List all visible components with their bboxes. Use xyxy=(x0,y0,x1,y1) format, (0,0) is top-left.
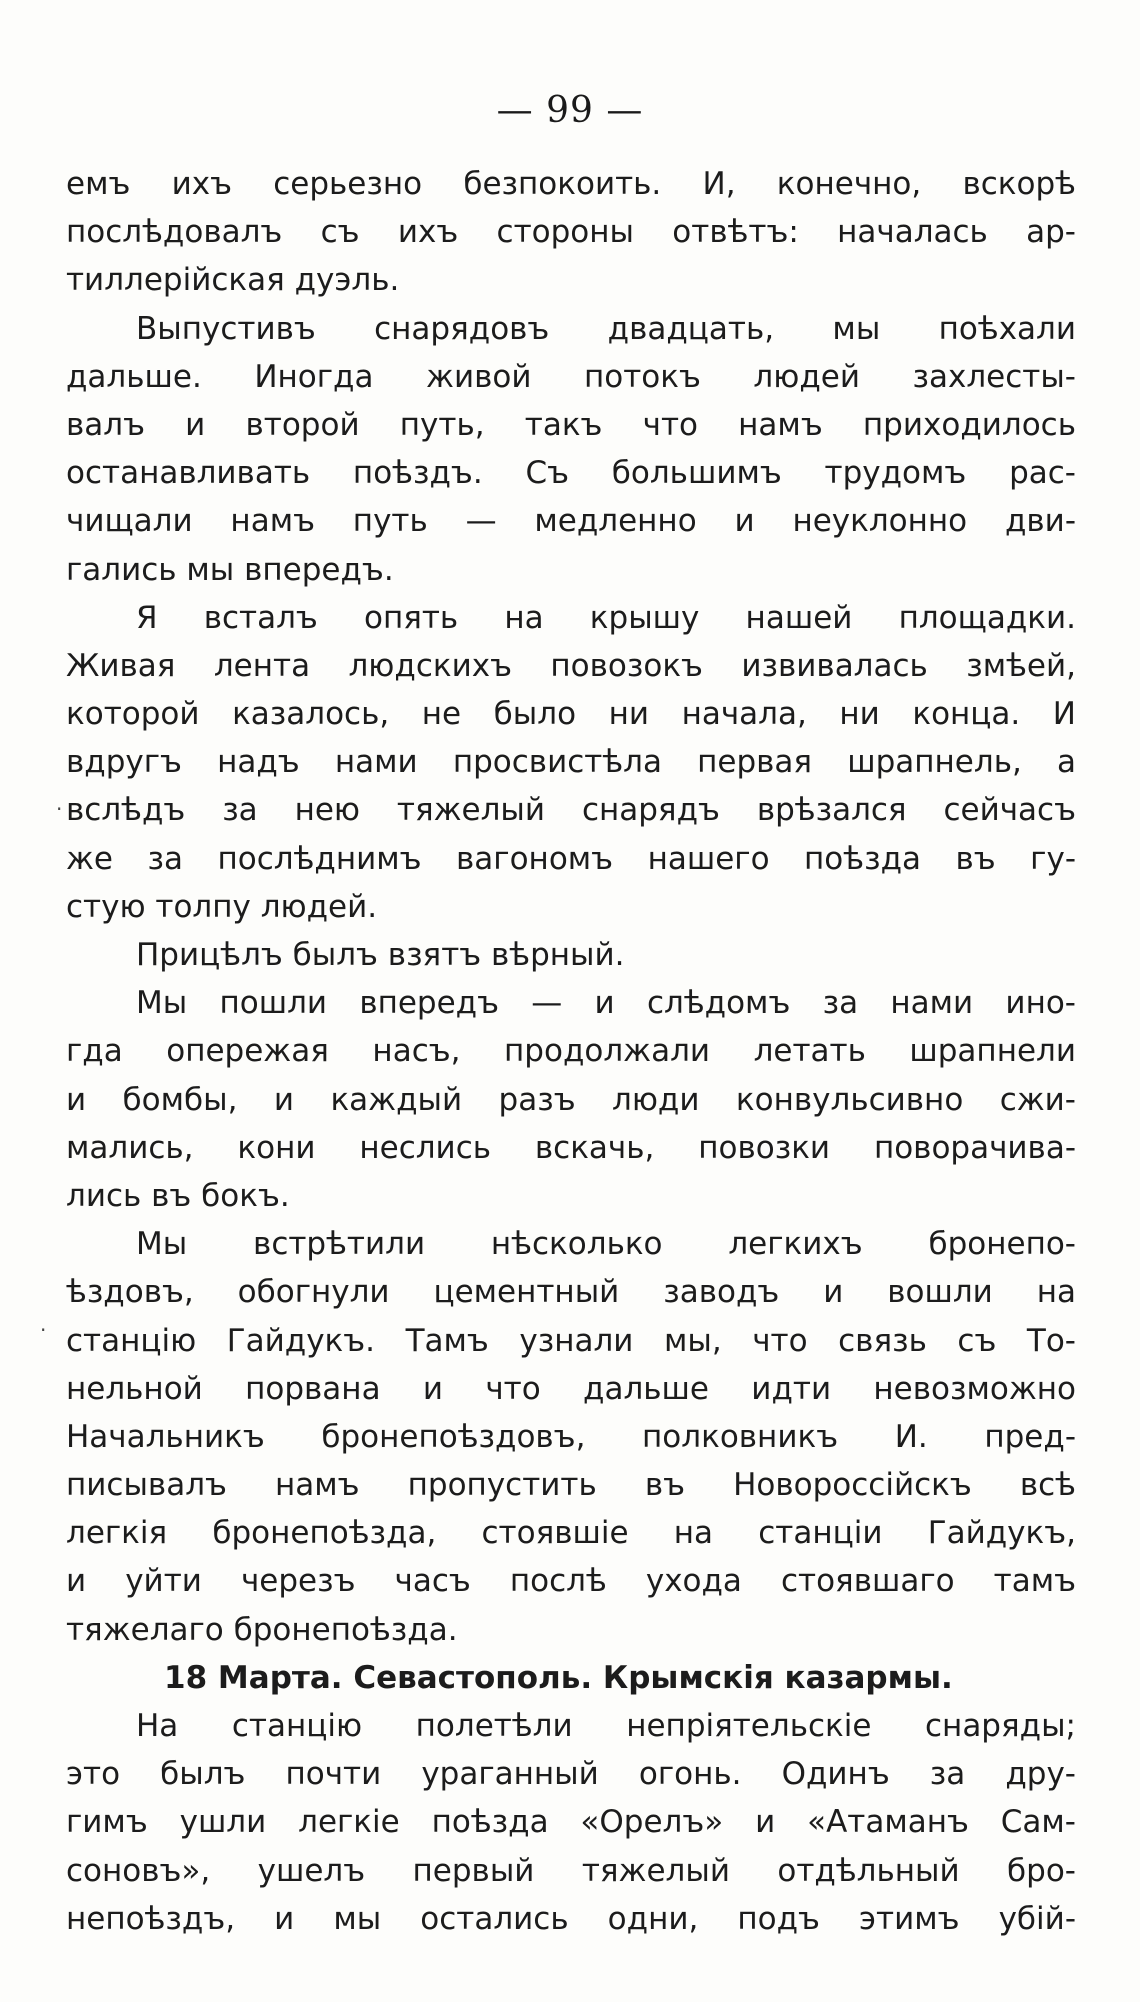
text-line: мались, кони неслись вскачь, повозки поворачива- xyxy=(66,1129,1076,1166)
text-line: непоѣздъ, и мы остались одни, подъ этимъ убій- xyxy=(66,1900,1076,1937)
text-line: лись въ бокъ. xyxy=(66,1177,290,1214)
text-line: писывалъ намъ пропустить въ Новороссійскъ всѣ xyxy=(66,1467,1076,1504)
text-line: На станцію полетѣли непріятельскіе снаряды; xyxy=(136,1708,1076,1744)
text-line: дальше. Иногда живой потокъ людей захлесты- xyxy=(66,358,1076,395)
text-line: стую толпу людей. xyxy=(66,888,378,925)
text-line: гались мы впередъ. xyxy=(66,551,394,588)
text-line: это былъ почти ураганный огонь. Одинъ за дру- xyxy=(66,1756,1076,1793)
text-line: чищали намъ путь — медленно и неуклонно дви- xyxy=(66,503,1076,540)
body-text xyxy=(66,160,1076,1943)
text-line: вслѣдъ за нею тяжелый снарядъ врѣзался сейчасъ xyxy=(66,792,1076,829)
text-line: и бомбы, и каждый разъ люди конвульсивно сжи- xyxy=(66,1081,1076,1118)
text-line: соновъ», ушелъ первый тяжелый отдѣльный бро- xyxy=(66,1852,1076,1889)
text-line: гда опережая насъ, продолжали летать шрапнели xyxy=(66,1033,1076,1070)
text-line: Начальникъ бронепоѣздовъ, полковникъ И. пред- xyxy=(66,1418,1076,1455)
text-line: ѣздовъ, обогнули цементный заводъ и вошли на xyxy=(66,1274,1076,1311)
text-line: и уйти черезъ часъ послѣ ухода стоявшаго тамъ xyxy=(66,1563,1076,1600)
text-line: которой казалось, не было ни начала, ни конца. И xyxy=(66,696,1076,733)
text-line: тиллерійская дуэль. xyxy=(66,262,400,299)
text-line: Выпустивъ снарядовъ двадцать, мы поѣхали xyxy=(136,310,1076,347)
text-line: Прицѣлъ былъ взятъ вѣрный. xyxy=(136,937,625,973)
text-line: гимъ ушли легкіе поѣзда «Орелъ» и «Атаманъ Сам- xyxy=(66,1804,1076,1841)
text-line: послѣдовалъ съ ихъ стороны отвѣтъ: началась ар- xyxy=(66,214,1076,251)
text-line: легкія бронепоѣзда, стоявшіе на станціи Гайдукъ, xyxy=(66,1515,1076,1552)
text-line: нельной порвана и что дальше идти невозможно xyxy=(66,1370,1076,1407)
margin-dot-mark: · xyxy=(40,1318,47,1342)
text-line: Живая лента людскихъ повозокъ извивалась змѣей, xyxy=(66,647,1076,684)
text-line: валъ и второй путь, такъ что намъ приходилось xyxy=(66,406,1076,443)
page-number: — 99 — xyxy=(496,90,644,131)
text-line: станцію Гайдукъ. Тамъ узнали мы, что связь съ То- xyxy=(66,1322,1076,1359)
section-heading: 18 Марта. Севастополь. Крымскія казармы. xyxy=(164,1659,953,1696)
text-line: вдругъ надъ нами просвистѣла первая шрапнель, а xyxy=(66,744,1076,781)
text-line: Я всталъ опять на крышу нашей площадки. xyxy=(136,599,1076,636)
text-line: тяжелаго бронепоѣзда. xyxy=(66,1611,458,1648)
margin-dot-mark: · xyxy=(56,797,63,821)
text-line: емъ ихъ серьезно безпокоить. И, конечно, вскорѣ xyxy=(66,166,1076,202)
text-line: же за послѣднимъ вагономъ нашего поѣзда въ гу- xyxy=(66,840,1076,877)
text-line: Мы встрѣтили нѣсколько легкихъ бронепо- xyxy=(136,1226,1076,1263)
text-line: Мы пошли впередъ — и слѣдомъ за нами ино- xyxy=(136,985,1076,1022)
text-line: останавливать поѣздъ. Съ большимъ трудомъ рас- xyxy=(66,455,1076,492)
